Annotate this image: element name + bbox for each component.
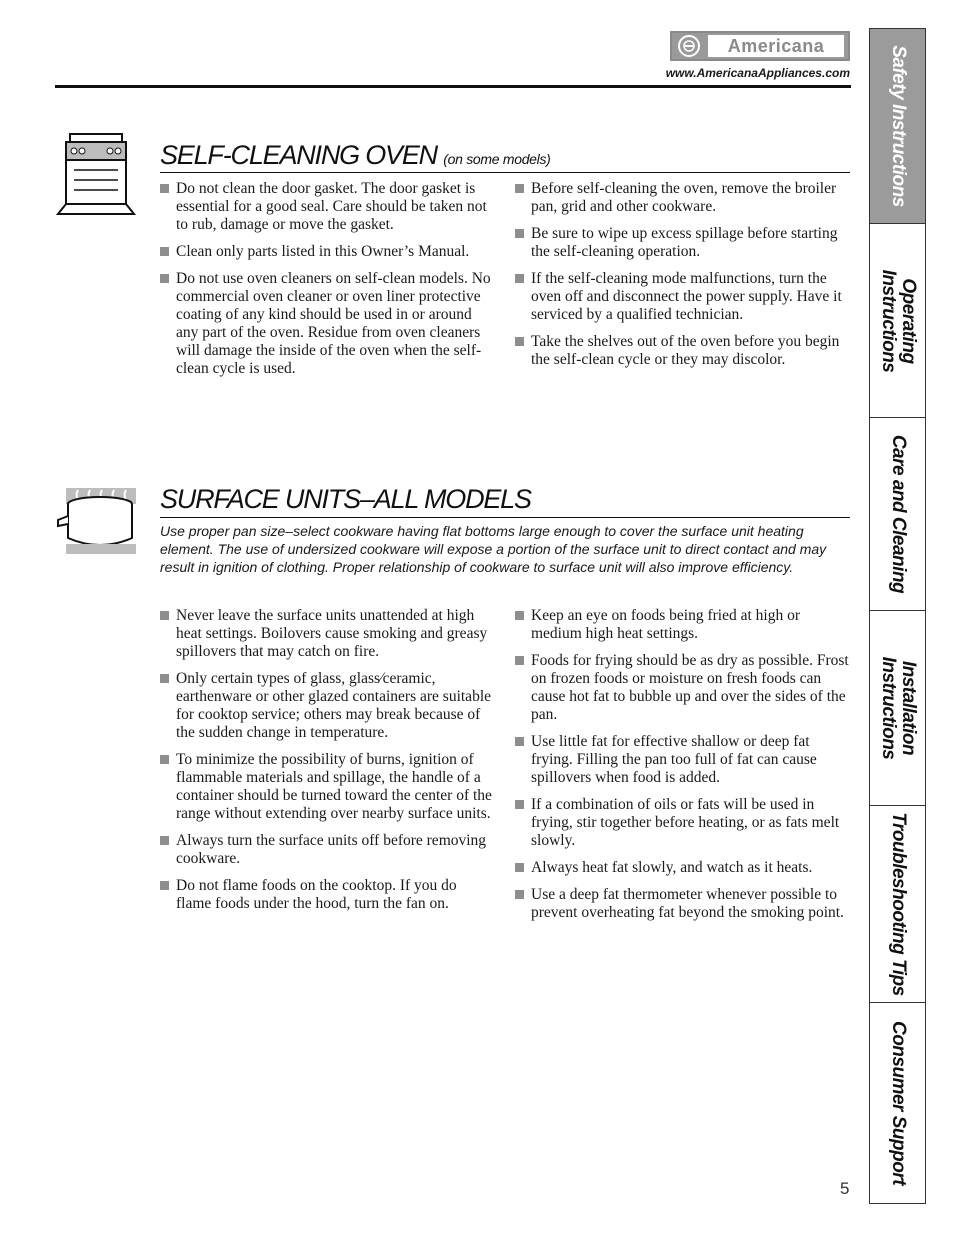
tab-safety-instructions[interactable] (870, 29, 925, 224)
list-item: Before self-cleaning the oven, remove the broiler pan, grid and other cookware. (515, 180, 849, 216)
list-item: Use a deep fat thermometer whenever possible to prevent overheating fat beyond the smoking point. (515, 886, 849, 922)
tab-troubleshooting-tips[interactable] (870, 806, 925, 1003)
tab-label-line2: Instructions (877, 269, 899, 372)
oven-left-column (160, 180, 494, 387)
section-rule (160, 517, 850, 518)
list-item: Do not clean the door gasket. The door gasket is essential for a good seal. Care should be taken not to rub, damage or move the gasket. (160, 180, 494, 234)
bullet-square-icon (515, 611, 524, 620)
section-intro: Use proper pan size–select cookware having flat bottoms large enough to cover the surface unit heating element. The use of undersized cookware will expose a portion of the surface unit to direct contact and may result in ignition of clothing. Proper relationship of cookware to surface unit will also improve efficiency. (160, 523, 827, 575)
section-title-self-cleaning-oven (160, 140, 551, 171)
brand-logo (670, 31, 850, 61)
brand-mark-icon (678, 35, 700, 57)
list-item: Always turn the surface units off before removing cookware. (160, 832, 494, 868)
section-title-surface-units: SURFACE UNITS–ALL MODELS (160, 484, 531, 514)
list-item: Use little fat for effective shallow or deep fat frying. Filling the pan too full of fat can cause spillovers when food is added. (515, 733, 849, 787)
tab-label-line2: Instructions (877, 656, 899, 760)
tab-label: Operating (897, 277, 919, 364)
tab-label: Installation (897, 660, 919, 756)
bullet-square-icon (160, 836, 169, 845)
bullet-square-icon (160, 184, 169, 193)
oven-right-column (515, 180, 849, 378)
bullet-square-icon (515, 337, 524, 346)
list-item: Do not flame foods on the cooktop. If you do flame foods under the hood, turn the fan on. (160, 877, 494, 913)
surface-left-column (160, 607, 494, 922)
list-item: Take the shelves out of the oven before you begin the self-clean cycle or they may discolor. (515, 333, 849, 369)
section-rule (160, 172, 850, 173)
section-tabs (869, 28, 926, 1204)
list-item: To minimize the possibility of burns, ignition of flammable materials and spillage, the handle of a container should be turned toward the center of the range without extending over nearby surface units. (160, 751, 494, 823)
pot-icon (56, 486, 140, 558)
list-item: Keep an eye on foods being fried at high or medium high heat settings. (515, 607, 849, 643)
bullet-square-icon (515, 800, 524, 809)
list-item: Never leave the surface units unattended at high heat settings. Boilovers cause smoking and greasy spillovers that may catch on fire. (160, 607, 494, 661)
section-subtitle: (on some models) (443, 151, 551, 167)
tab-care-and-cleaning[interactable] (870, 418, 925, 611)
tab-operating-instructions[interactable] (870, 224, 925, 418)
tab-label: Troubleshooting Tips (887, 812, 909, 996)
tab-label: Care and Cleaning (887, 434, 909, 594)
bullet-square-icon (160, 755, 169, 764)
bullet-square-icon (515, 737, 524, 746)
bullet-square-icon (160, 674, 169, 683)
bullet-square-icon (160, 611, 169, 620)
list-item: Foods for frying should be as dry as possible. Frost on frozen foods or moisture on fresh foods can cause hot fat to bubble up and over the sides of the pan. (515, 652, 849, 724)
list-item: Be sure to wipe up excess spillage before starting the self-cleaning operation. (515, 225, 849, 261)
bullet-square-icon (160, 274, 169, 283)
brand-name: Americana (708, 35, 844, 57)
oven-icon (56, 132, 136, 216)
tab-installation-instructions[interactable] (870, 611, 925, 806)
list-item: If the self-cleaning mode malfunctions, turn the oven off and disconnect the power supply. Have it serviced by a qualified technician. (515, 270, 849, 324)
surface-right-column (515, 607, 849, 931)
bullet-square-icon (515, 656, 524, 665)
bullet-square-icon (515, 184, 524, 193)
list-item: Do not use oven cleaners on self-clean models. No commercial oven cleaner or oven liner protective coating of any kind should be used in or around any part of the oven. Residue from oven cleaners will damage the inside of the oven when the self-clean cycle is used. (160, 270, 494, 378)
bullet-square-icon (515, 229, 524, 238)
page-number: 5 (840, 1179, 850, 1198)
bullet-square-icon (515, 863, 524, 872)
list-item: Always heat fat slowly, and watch as it heats. (515, 859, 849, 877)
bullet-square-icon (515, 274, 524, 283)
tab-consumer-support[interactable] (870, 1003, 925, 1203)
list-item: Clean only parts listed in this Owner’s Manual. (160, 243, 494, 261)
list-item: If a combination of oils or fats will be used in frying, stir together before heating, or as fats melt slowly. (515, 796, 849, 850)
bullet-square-icon (160, 881, 169, 890)
header-rule (55, 85, 851, 88)
tab-label: Consumer Support (887, 1020, 909, 1186)
bullet-square-icon (160, 247, 169, 256)
list-item: Only certain types of glass, glass⁄ceramic, earthenware or other glazed containers are suitable for cooktop service; others may break because of the sudden change in temperature. (160, 670, 494, 742)
section-title-text: SELF-CLEANING OVEN (160, 140, 437, 170)
tab-label: Safety Instructions (887, 45, 909, 207)
bullet-square-icon (515, 890, 524, 899)
website-url[interactable]: www.AmericanaAppliances.com (665, 66, 850, 80)
